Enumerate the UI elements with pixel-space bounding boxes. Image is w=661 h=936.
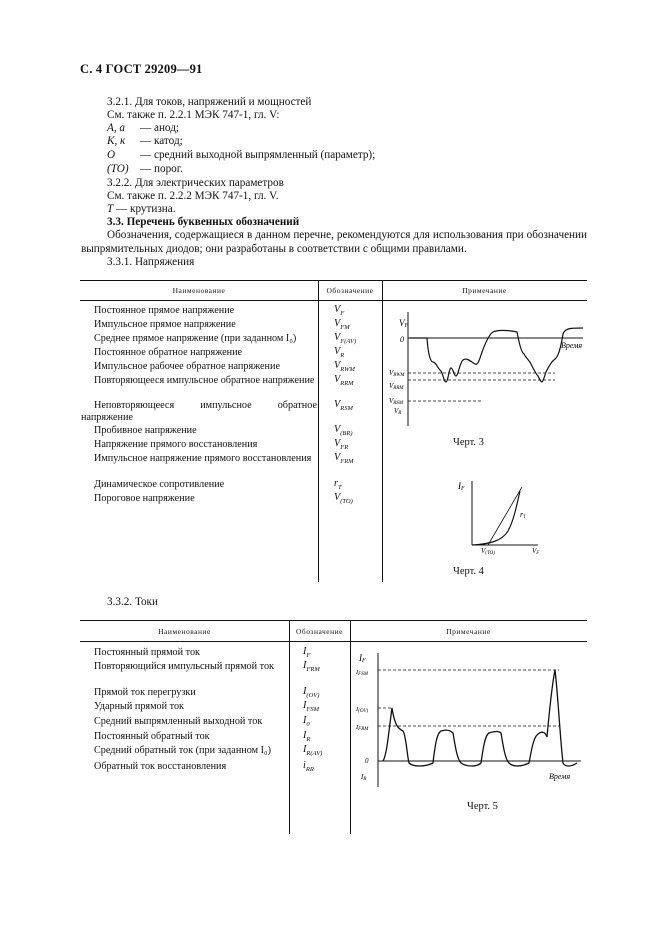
table-row: Среднее прямое напряжение (при заданном I₀) [94,333,297,344]
table-symbol: $V_{F(AV)}$ [334,332,357,346]
fig4-label-if: IF [458,481,465,492]
table-row: Пороговое напряжение [94,493,195,504]
table-symbol: $V_{RSM}$ [334,399,353,413]
figure-3-voltage-waveform [383,302,587,434]
table-row: Пробивное напряжение [94,425,197,436]
def-cathode [107,134,183,148]
fig3-label-vrrm: VRRM [389,382,404,391]
fig5-label-ifrm: IFRM [356,724,369,732]
table-symbol: $V_{RRM}$ [334,374,354,388]
table-symbol: $V_{FR}$ [334,438,349,452]
def-text: — анод; [140,122,180,134]
table-row: Импульсное рабочее обратное напряжение [94,361,280,372]
table-row: Средний выпрямленный выходной ток [94,716,263,727]
table-symbol: $V_F$ [334,304,345,318]
table1-top-rule [80,280,587,281]
def-slope [107,202,176,216]
table1-col-divider [318,280,319,582]
fig4-label-vf: VF [532,547,540,556]
table2-header-symbol: Обозначение [296,627,343,636]
fig3-label-time: Время [561,341,583,350]
figure-5-current-waveform [351,645,587,790]
def-symbol: K, к [107,135,126,147]
table2-top-rule [80,620,587,621]
table-symbol: $I_0$ [303,715,310,729]
fig3-label-vr: VR [394,407,402,416]
figure-4-iv-characteristic [450,475,560,560]
table-row: Обратный ток восстановления [94,761,227,772]
table-row: Постоянное обратное напряжение [94,347,243,358]
table2-col-divider [289,620,290,834]
table-row: Постоянный обратный ток [94,731,210,742]
fig5-label-zero: 0 [365,757,369,765]
table2-header-rule [80,641,587,642]
table-symbol: $V_R$ [334,346,345,360]
section-3-3-2: 3.3.2. Токи [107,596,158,608]
def-symbol: T [107,203,114,215]
table-symbol: $V_{FRM}$ [334,452,354,466]
figure-5-caption: Черт. 5 [467,801,498,812]
section-3-2-2: 3.2.2. Для электрических параметров [107,177,284,189]
fig3-label-zero: 0 [400,335,404,344]
table-symbol: $I_R$ [303,730,311,744]
table-row: Повторяющееся импульсное обратное напряжение [94,375,315,386]
table-symbol: $I_{R(AV)}$ [303,744,323,758]
table-row: Импульсное прямое напряжение [94,319,236,330]
table-row: Прямой ток перегрузки [94,687,196,698]
fig3-label-vf: VF [399,318,409,329]
fig3-label-vrwm: VRWM [389,369,405,378]
table-row: Постоянное прямое напряжение [94,305,235,316]
def-anode [107,121,179,135]
def-text: — порог. [140,163,183,175]
table2-header-note: Примечание [446,627,491,636]
table1-header-name: Наименование [172,286,226,295]
page-header: С. 4 ГОСТ 29209—91 [80,62,203,76]
fig5-label-ifsm: IFSM [356,669,368,677]
intro-paragraph: Обозначения, содержащиеся в данном перечне, рекомендуются для использования при обозначении выпрямительных диодов; они разработаны в соответствии с общими правилами. [81,229,587,255]
table2-header-name: Наименование [158,627,211,636]
table-symbol: $V_{RWM}$ [334,360,355,374]
figure-3-caption: Черт. 3 [453,437,484,448]
table-row: Ударный прямой ток [94,701,185,712]
def-output [107,148,375,162]
fig4-label-vto: V(TO) [481,547,495,556]
def-text: — средний выходной выпрямленный (параметр); [140,149,376,161]
section-3-3: 3.3. Перечень буквенных обозначений [107,216,300,228]
table-symbol: $I_{(OV)}$ [303,686,320,700]
table-symbol: $I_{FRM}$ [303,660,320,674]
fig5-label-ir: IR [361,773,367,782]
def-symbol: (TO) [107,163,129,175]
table-symbol: $V_{FM}$ [334,318,350,332]
fig5-label-if: IF [359,653,366,664]
def-text: — крутизна. [116,203,176,215]
fig4-label-rt: rT [520,510,526,520]
table1-header-symbol: Обозначение [326,286,374,295]
def-threshold [107,162,183,176]
see-also-2: См. также п. 2.2.2 МЭК 747-1, гл. V. [107,190,279,202]
table-symbol: $I_F$ [303,646,311,660]
def-text: — катод; [140,135,183,147]
table-row: Повторяющийся импульсный прямой ток [94,661,274,672]
table-row: Средний обратный ток (при заданном I₀) [94,745,271,756]
table-row: Динамическое сопротивление [94,479,225,490]
def-symbol: A, a [107,122,126,134]
table-symbol: $V_{(BR)}$ [334,424,353,438]
table-row: Импульсное напряжение прямого восстановления [94,453,312,464]
table-row: Неповторяющееся импульсное обратное напряжение [81,400,317,423]
fig5-label-iov: I(OV) [356,706,369,714]
table-symbol: $i_{RR}$ [303,760,314,774]
def-symbol: O [107,149,116,161]
fig3-label-vrsm: VRSM [389,397,404,406]
table-symbol: $I_{FSM}$ [303,700,320,714]
table-row: Напряжение прямого восстановления [94,439,258,450]
fig5-label-time: Время [549,772,571,781]
figure-4-caption: Черт. 4 [453,566,484,577]
see-also-1: См. также п. 2.2.1 МЭК 747-1, гл. V: [107,109,280,121]
section-3-2-1: 3.2.1. Для токов, напряжений и мощностей [107,96,312,108]
table-symbol: $r_T$ [334,478,342,492]
table-row: Постоянный прямой ток [94,647,201,658]
table-symbol: $V_{(TO)}$ [334,492,353,506]
table1-header-rule [80,300,587,301]
table1-header-note: Примечание [462,286,507,295]
section-3-3-1: 3.3.1. Напряжения [107,256,195,268]
